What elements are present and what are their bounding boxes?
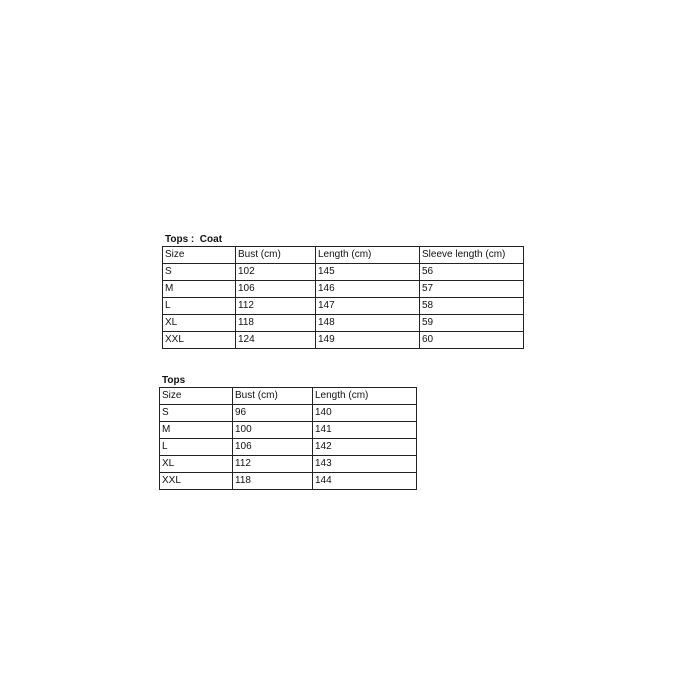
cell-size: M [160,422,233,439]
cell-bust: 106 [233,439,313,456]
header-size: Size [160,388,233,405]
table-row [160,439,417,456]
cell-size: XL [163,315,236,332]
cell-sleeve-length: 59 [420,315,524,332]
cell-length: 146 [316,281,420,298]
cell-length: 142 [313,439,417,456]
cell-length: 149 [316,332,420,349]
table-row [160,422,417,439]
coat-size-table-title: Tops : Coat [165,234,223,245]
tops-size-table-title: Tops [162,375,186,386]
table-row [163,298,524,315]
table-row [160,405,417,422]
cell-sleeve-length: 57 [420,281,524,298]
cell-size: XL [160,456,233,473]
cell-bust: 118 [233,473,313,490]
header-length: Length (cm) [313,388,417,405]
cell-size: XXL [163,332,236,349]
header-sleeve-length: Sleeve length (cm) [420,247,524,264]
cell-size: M [163,281,236,298]
table-row [163,315,524,332]
cell-bust: 106 [236,281,316,298]
header-bust: Bust (cm) [233,388,313,405]
cell-length: 148 [316,315,420,332]
header-length: Length (cm) [316,247,420,264]
cell-size: L [160,439,233,456]
cell-size: XXL [160,473,233,490]
cell-bust: 112 [233,456,313,473]
cell-length: 144 [313,473,417,490]
tops-size-table [159,387,417,490]
cell-length: 145 [316,264,420,281]
cell-bust: 102 [236,264,316,281]
table-row [160,473,417,490]
table-row [163,332,524,349]
cell-bust: 100 [233,422,313,439]
header-size: Size [163,247,236,264]
cell-size: L [163,298,236,315]
table-row [163,264,524,281]
cell-sleeve-length: 58 [420,298,524,315]
cell-size: S [160,405,233,422]
cell-bust: 124 [236,332,316,349]
cell-length: 147 [316,298,420,315]
cell-bust: 118 [236,315,316,332]
table-row [160,456,417,473]
coat-size-table [162,246,524,349]
cell-length: 143 [313,456,417,473]
cell-size: S [163,264,236,281]
cell-sleeve-length: 60 [420,332,524,349]
table-header-row [160,388,417,405]
cell-length: 141 [313,422,417,439]
table-header-row [163,247,524,264]
cell-bust: 112 [236,298,316,315]
cell-sleeve-length: 56 [420,264,524,281]
cell-bust: 96 [233,405,313,422]
cell-length: 140 [313,405,417,422]
table-row [163,281,524,298]
header-bust: Bust (cm) [236,247,316,264]
